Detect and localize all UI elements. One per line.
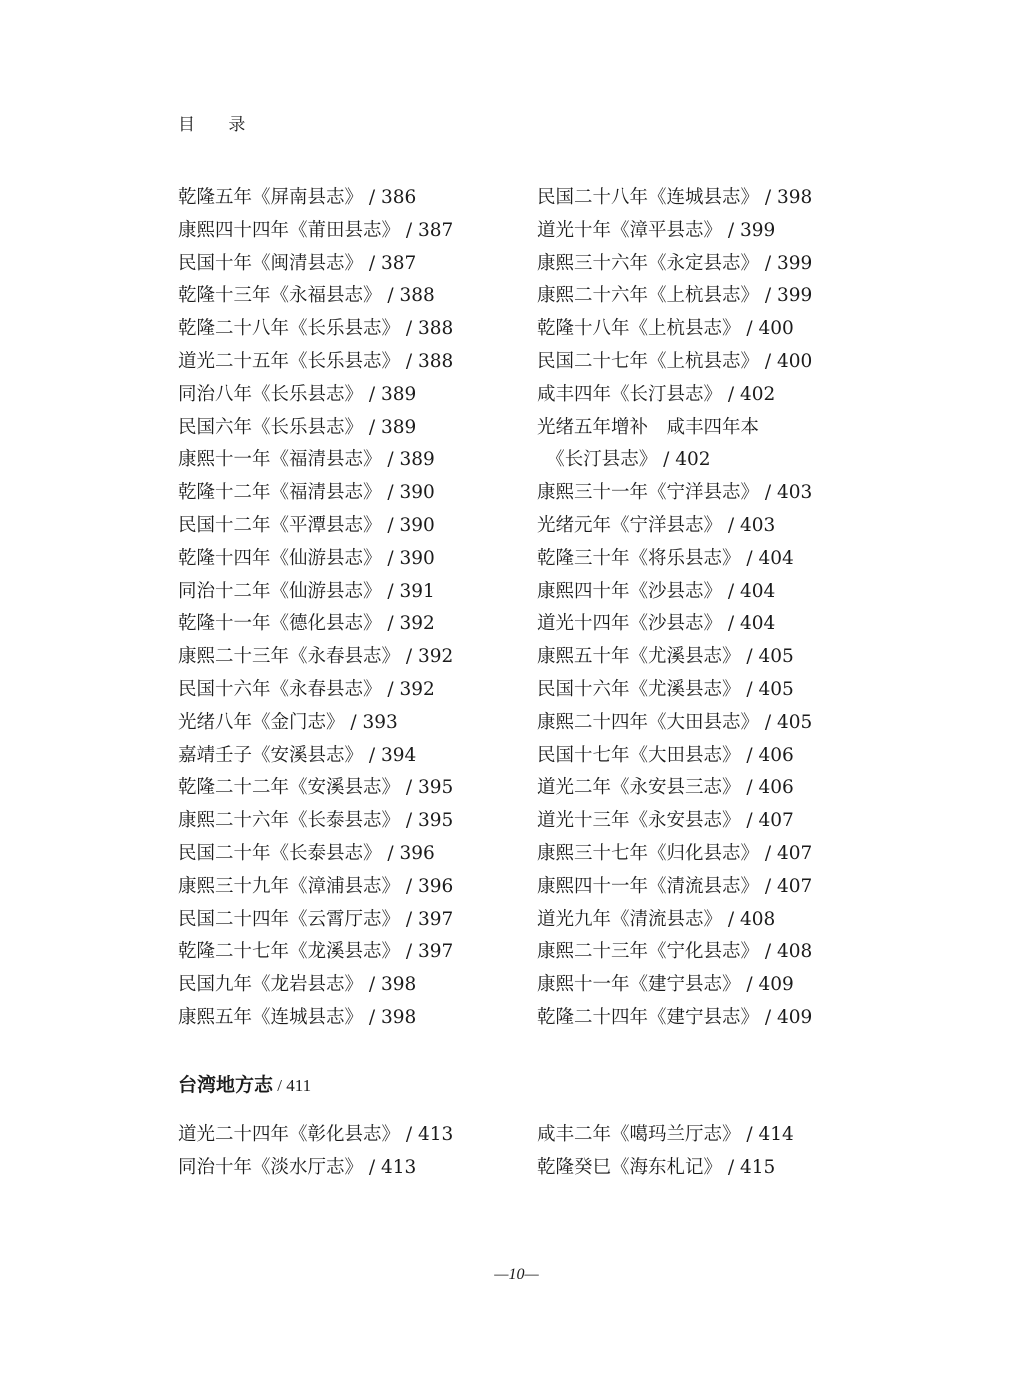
toc-entry: 乾隆二十四年《建宁县志》 / 409 [537, 1006, 813, 1028]
toc-entry: 道光二十五年《长乐县志》 / 388 [178, 350, 454, 372]
section-heading-title: 台湾地方志 [178, 1074, 274, 1096]
toc-entry: 康熙十一年《建宁县志》 / 409 [537, 974, 794, 996]
toc-entry: 道光十年《漳平县志》 / 399 [537, 219, 776, 241]
toc-entry: 民国二十七年《上杭县志》 / 400 [537, 350, 813, 372]
taiwan-right-column [537, 1119, 794, 1185]
toc-entry: 民国二十八年《连城县志》 / 398 [537, 187, 813, 208]
toc-entry: 康熙五年《连城县志》 / 398 [178, 1006, 417, 1028]
toc-entry: 民国九年《龙岩县志》 / 398 [178, 974, 417, 996]
toc-entry: 道光二十四年《彰化县志》 / 413 [178, 1124, 454, 1145]
toc-entry: 嘉靖壬子《安溪县志》 / 394 [178, 744, 417, 766]
toc-right-column [537, 182, 812, 1035]
toc-entry: 乾隆二十二年《安溪县志》 / 395 [178, 777, 454, 799]
toc-entry: 乾隆二十七年《龙溪县志》 / 397 [178, 941, 454, 963]
toc-entry: 康熙二十三年《宁化县志》 / 408 [537, 941, 813, 963]
toc-entry: 民国十七年《大田县志》 / 406 [537, 744, 794, 766]
toc-entry: 康熙四十四年《莆田县志》 / 387 [178, 219, 454, 241]
toc-entry: 康熙二十六年《上杭县志》 / 399 [537, 285, 813, 307]
toc-entry: 康熙四十一年《清流县志》 / 407 [537, 875, 813, 897]
page-number: —10— [494, 1266, 539, 1283]
toc-entry: 康熙三十六年《永定县志》 / 399 [537, 252, 813, 274]
toc-entry: 乾隆三十年《将乐县志》 / 404 [537, 547, 794, 569]
toc-entry: 康熙十一年《福清县志》 / 389 [178, 449, 435, 471]
toc-entry: 光绪五年增补 咸丰四年本 [537, 416, 760, 438]
toc-entry: 同治十二年《仙游县志》 / 391 [178, 580, 435, 602]
toc-entry: 道光九年《清流县志》 / 408 [537, 908, 776, 930]
toc-entry: 咸丰四年《长汀县志》 / 402 [537, 383, 776, 405]
toc-entry: 民国十年《闽清县志》 / 387 [178, 252, 417, 274]
toc-entry: 乾隆十三年《永福县志》 / 388 [178, 285, 435, 307]
toc-entry: 康熙三十九年《漳浦县志》 / 396 [178, 875, 454, 897]
toc-entry: 民国十二年《平潭县志》 / 390 [178, 514, 435, 536]
toc-entry: 康熙五十年《尤溪县志》 / 405 [537, 646, 794, 668]
toc-entry: 民国二十年《长泰县志》 / 396 [178, 842, 435, 864]
toc-entry: 《长汀县志》 / 402 [537, 449, 711, 471]
toc-entry: 民国十六年《永春县志》 / 392 [178, 678, 435, 700]
toc-entry: 乾隆二十八年《长乐县志》 / 388 [178, 318, 454, 340]
toc-entry: 光绪元年《宁洋县志》 / 403 [537, 514, 776, 536]
toc-entry: 乾隆十四年《仙游县志》 / 390 [178, 547, 435, 569]
toc-entry: 光绪八年《金门志》 / 393 [178, 711, 398, 733]
toc-entry: 道光二年《永安县三志》 / 406 [537, 777, 794, 799]
toc-entry: 乾隆十二年《福清县志》 / 390 [178, 482, 435, 504]
toc-entry: 同治八年《长乐县志》 / 389 [178, 383, 417, 405]
toc-entry: 乾隆十一年《德化县志》 / 392 [178, 613, 435, 635]
toc-entry: 康熙三十一年《宁洋县志》 / 403 [537, 482, 813, 504]
toc-entry: 乾隆十八年《上杭县志》 / 400 [537, 318, 794, 340]
toc-entry: 民国六年《长乐县志》 / 389 [178, 416, 417, 438]
toc-entry: 康熙二十六年《长泰县志》 / 395 [178, 810, 454, 832]
taiwan-left-column [178, 1119, 453, 1185]
toc-entry: 道光十三年《永安县志》 / 407 [537, 810, 794, 832]
toc-entry: 乾隆癸巳《海东札记》 / 415 [537, 1156, 776, 1178]
toc-entry: 民国二十四年《云霄厅志》 / 397 [178, 908, 454, 930]
toc-entry: 康熙三十七年《归化县志》 / 407 [537, 842, 813, 864]
toc-entry: 咸丰二年《噶玛兰厅志》 / 414 [537, 1124, 794, 1145]
toc-entry: 康熙二十三年《永春县志》 / 392 [178, 646, 454, 668]
toc-entry: 道光十四年《沙县志》 / 404 [537, 613, 776, 635]
toc-entry: 康熙四十年《沙县志》 / 404 [537, 580, 776, 602]
page-header: 目 录 [178, 115, 260, 135]
toc-entry: 康熙二十四年《大田县志》 / 405 [537, 711, 813, 733]
toc-left-column [178, 182, 453, 1035]
section-heading-page: / 411 [273, 1076, 312, 1095]
toc-entry: 乾隆五年《屏南县志》 / 386 [178, 187, 417, 208]
section-heading-taiwan [178, 1070, 311, 1100]
toc-entry: 同治十年《淡水厅志》 / 413 [178, 1156, 417, 1178]
toc-entry: 民国十六年《尤溪县志》 / 405 [537, 678, 794, 700]
